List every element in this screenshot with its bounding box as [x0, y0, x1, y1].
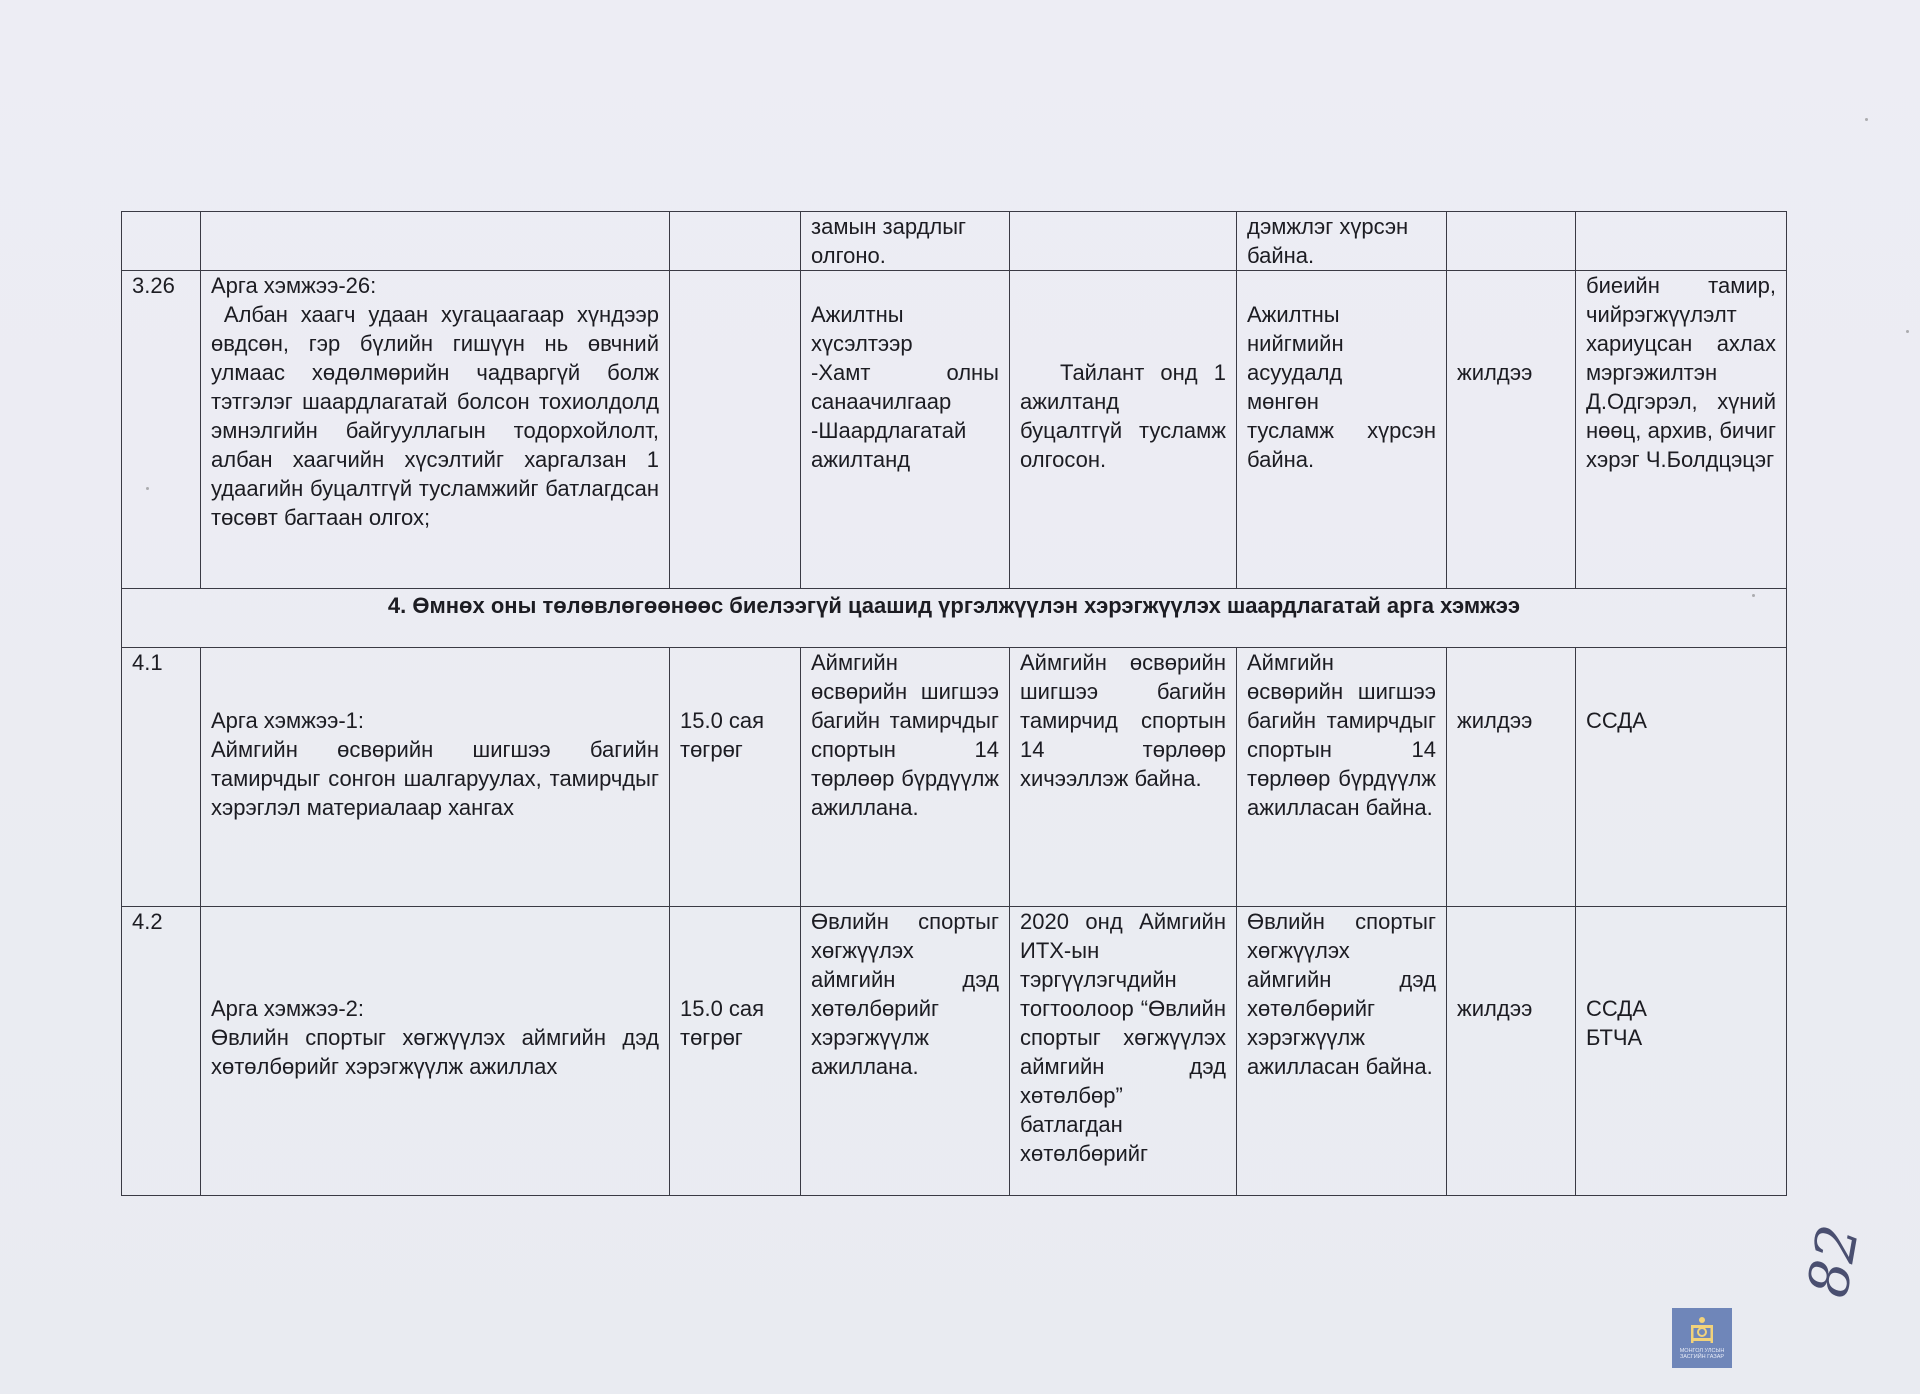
- cell-num: [122, 212, 201, 271]
- table-row: [122, 648, 1787, 907]
- cell-line: Ажилтны: [1247, 302, 1340, 327]
- budget-line: төгрөг: [680, 1025, 743, 1050]
- budget-line: 15.0 сая: [680, 996, 765, 1021]
- activity-text: Аймгийн өсвөрийн шигшээ багийн тамирчдыг сонгон шалгаруулах, тамирчдыг хэрэглэл материалаар хангах: [211, 737, 659, 820]
- cell-result: [1237, 907, 1447, 1196]
- responsible-text: ССДА: [1586, 708, 1647, 733]
- cell-text: Аймгийн өсвөрийн шигшээ багийн тамирчдыг спортын 14 төрлөөр бүрдүүлж ажилласан байна.: [1247, 650, 1436, 820]
- cell-result: [1237, 648, 1447, 907]
- cell-expected: [801, 212, 1010, 271]
- cell-text: Аймгийн өсвөрийн шигшээ багийн тамирчид спортын 14 төрлөөр хичээллэж байна.: [1020, 650, 1226, 791]
- term-text: жилдээ: [1457, 708, 1533, 733]
- cell-result: [1237, 271, 1447, 589]
- section-heading: 4. Өмнөх оны төлөвлөгөөнөөс биелээгүй цаашид үргэлжүүлэн хэрэгжүүлэх шаардлагатай арга хэмжээ: [122, 589, 1787, 648]
- cell-line: хүсэлтээр: [811, 331, 913, 356]
- scan-speck: [1906, 330, 1909, 333]
- responsible-line: БТЧА: [1586, 1025, 1643, 1050]
- cell-activity: [201, 907, 670, 1196]
- term-text: жилдээ: [1457, 360, 1533, 385]
- cell-budget: [670, 648, 801, 907]
- cell-activity: [201, 271, 670, 589]
- activity-text: Өвлийн спортыг хөгжүүлэх аймгийн дэд хөтөлбөрийг хэрэгжүүлж ажиллах: [211, 1025, 659, 1079]
- cell-text: Тайлант онд 1 ажилтанд буцалтгүй тусламж олгосон.: [1020, 360, 1226, 472]
- cell-text: Өвлийн спортыг хөгжүүлэх аймгийн дэд хөтөлбөрийг хэрэгжүүлж ажилласан байна.: [1247, 909, 1436, 1079]
- soyombo-icon: [1689, 1316, 1715, 1346]
- cell-line: тусламж хүрсэн байна.: [1247, 418, 1436, 472]
- cell-responsible: [1576, 271, 1787, 589]
- seal-text: ЗАСГИЙН ГАЗАР: [1679, 1354, 1725, 1360]
- cell-expected: [801, 271, 1010, 589]
- cell-budget: [670, 271, 801, 589]
- activity-title: Арга хэмжээ-2:: [211, 996, 364, 1021]
- cell-progress: [1010, 212, 1237, 271]
- cell-result: [1237, 212, 1447, 271]
- budget-line: 15.0 сая: [680, 708, 765, 733]
- cell-line: асуудалд: [1247, 360, 1343, 385]
- responsible-line: ССДА: [1586, 996, 1647, 1021]
- cell-expected: [801, 648, 1010, 907]
- cell-responsible: [1576, 648, 1787, 907]
- cell-text: Өвлийн спортыг хөгжүүлэх аймгийн дэд хөтөлбөрийг хэрэгжүүлж ажиллана.: [811, 909, 999, 1079]
- responsible-text: биеийн тамир, чийрэгжүүлэлт хариуцсан ахлах мэргэжилтэн Д.Одгэрэл, хүний нөөц, архив, бичиг хэрэг Ч.Болдцэцэг: [1586, 273, 1776, 472]
- cell-term: [1447, 907, 1576, 1196]
- plan-table: [121, 211, 1787, 1196]
- cell-responsible: [1576, 212, 1787, 271]
- cell-term: [1447, 648, 1576, 907]
- cell-line: замын зардлыг: [811, 214, 967, 239]
- table-row: [122, 212, 1787, 271]
- cell-budget: [670, 907, 801, 1196]
- row-number: 3.26: [122, 271, 201, 589]
- cell-line: мөнгөн: [1247, 389, 1319, 414]
- scan-speck: [1865, 118, 1868, 121]
- cell-activity: [201, 212, 670, 271]
- handwritten-page-number: 82: [1795, 1220, 1873, 1302]
- cell-progress: [1010, 648, 1237, 907]
- cell-term: [1447, 212, 1576, 271]
- cell-line: -Хамт олны санаачилгаар: [811, 360, 999, 414]
- cell-progress: [1010, 271, 1237, 589]
- section-row: [122, 589, 1787, 648]
- seal-text: МОНГОЛ УЛСЫН: [1679, 1348, 1725, 1354]
- cell-responsible: [1576, 907, 1787, 1196]
- cell-progress: [1010, 907, 1237, 1196]
- cell-line: дэмжлэг хүрсэн: [1247, 214, 1409, 239]
- budget-line: төгрөг: [680, 737, 743, 762]
- cell-line: -Шаардлагатай ажилтанд: [811, 418, 967, 472]
- term-text: жилдээ: [1457, 996, 1533, 1021]
- cell-budget: [670, 212, 801, 271]
- activity-text: Албан хаагч удаан хугацаагаар хүндээр өвдсөн, гэр бүлийн гишүүн нь өвчний улмаас хөдөлмөрийн чадваргүй болж тэтгэлэг шаардлагатай болсон тохиолдолд эмнэлгийн байгууллагын тодорхойлолт, албан хаагчийн хүсэлтийг харгалзан 1 удаагийн буцалтгүй тусламжийг батлагдсан төсөвт багтаан олгох;: [211, 302, 666, 530]
- activity-title: Арга хэмжээ-1:: [211, 708, 364, 733]
- activity-title: Арга хэмжээ-26:: [211, 273, 377, 298]
- table-row: [122, 271, 1787, 589]
- table-row: [122, 907, 1787, 1196]
- cell-text: 2020 онд Аймгийн ИТХ-ын тэргүүлэгчдийн тогтоолоор “Өвлийн спортыг хөгжүүлэх аймгийн дэд хөтөлбөр” батлагдан хөтөлбөрийг: [1020, 909, 1226, 1166]
- cell-line: байна.: [1247, 243, 1315, 268]
- row-number: 4.2: [122, 907, 201, 1196]
- cell-text: Аймгийн өсвөрийн шигшээ багийн тамирчдыг спортын 14 төрлөөр бүрдүүлж ажиллана.: [811, 650, 999, 820]
- cell-activity: [201, 648, 670, 907]
- row-number: 4.1: [122, 648, 201, 907]
- cell-line: Ажилтны: [811, 302, 904, 327]
- cell-expected: [801, 907, 1010, 1196]
- cell-line: олгоно.: [811, 243, 886, 268]
- cell-line: нийгмийн: [1247, 331, 1344, 356]
- cell-term: [1447, 271, 1576, 589]
- government-seal: [1672, 1308, 1732, 1368]
